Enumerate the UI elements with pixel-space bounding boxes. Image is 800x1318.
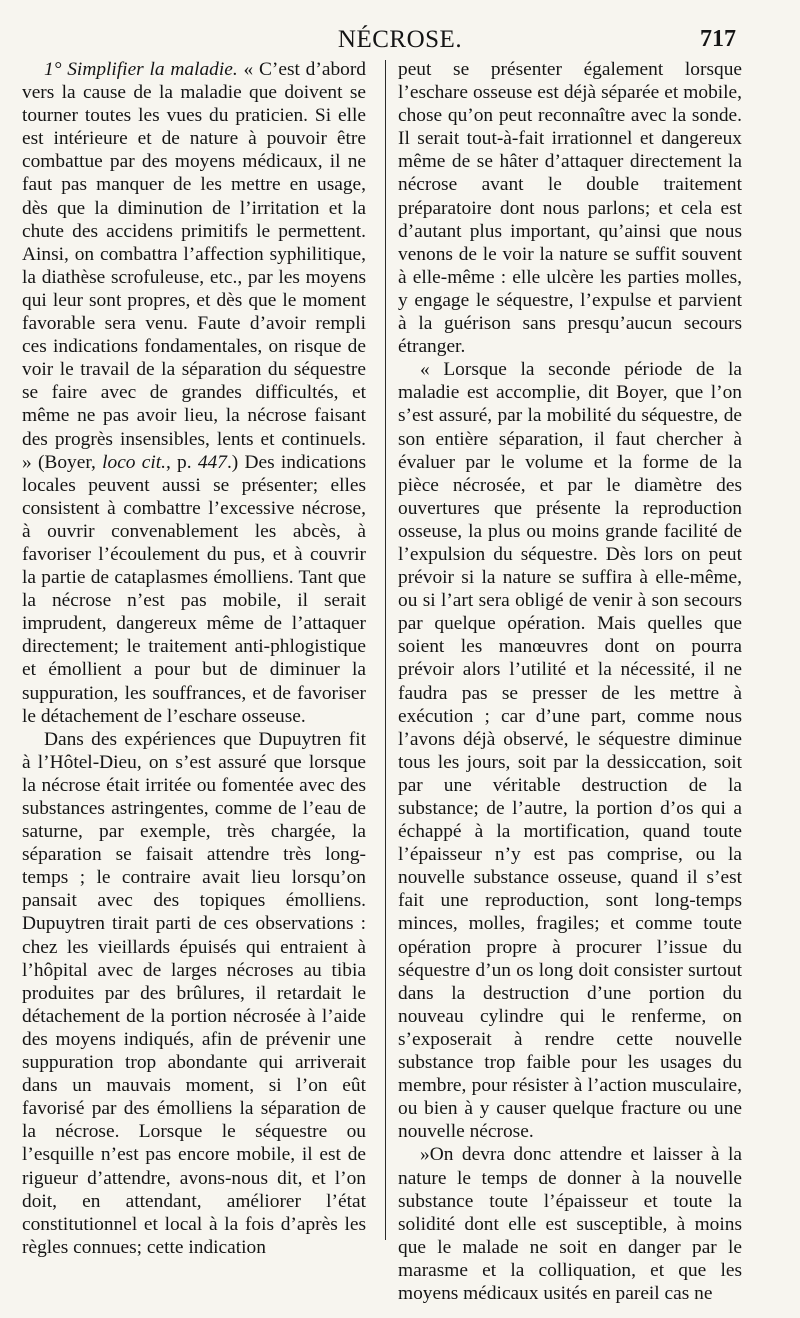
column-divider xyxy=(385,60,386,1240)
section-heading: 1° Simplifier la maladie. xyxy=(44,59,238,80)
paragraph xyxy=(22,58,366,728)
left-column xyxy=(22,58,366,1259)
citation-page: 447 xyxy=(197,451,227,473)
page-title: NÉCROSE. xyxy=(337,26,463,53)
paragraph-text: « C’est d’abord vers la cause de la maladie que doivent se tourner toutes les vues du praticien. Si elle est intérieure et de nature à pouvoir être combattue par des moyens médicaux, il ne faut pas manquer de les mettre en usage, dès que la diminution de l’irritation et la chute des accidens primitifs le permettent. Ainsi, on combattra l’affection syphilitique, la diathèse scrofuleuse, etc., par les moyens qui leur sont propres, et dès que le moment favorable sera venu. Faute d’avoir rempli ces indications fondamentales, on risque de voir le travail de la séparation du séquestre se faire avec de grandes difficultés, et même ne pas avoir lieu, la nécrose faisant des progrès insensibles, lents et continuels. » (Boyer, xyxy=(22,59,366,473)
running-head xyxy=(0,22,800,58)
right-column xyxy=(398,58,742,1305)
paragraph: Dans des expériences que Dupuytren fit à l’Hôtel-Dieu, on s’est assuré que lorsque la nécrose était irritée ou fomentée avec des substances astringentes, comme de l’eau de saturne, par exemple, très chargée, la séparation se faisait attendre très long-temps ; le contraire avait lieu lorsqu’on pansait avec des topiques émolliens. Dupuytren tirait parti de ces observations : chez les vieillards épuisés qui entraient à l’hôpital avec de larges nécroses au tibia produites par des brûlures, il retardait le détachement de la portion nécrosée à l’aide des moyens indiqués, afin de prévenir une suppuration trop abondante qui arriverait dans un mauvais moment, si l’on eût favorisé par des émolliens la séparation de la nécrose. Lorsque le séquestre ou l’esquille n’est pas encore mobile, il est de rigueur d’attendre, avons-nous dit, et l’on doit, en attendant, améliorer l’état constitutionnel et local à la fois d’après les règles connues; cette indication xyxy=(22,728,366,1258)
paragraph-text: .) Des indications locales peuvent aussi se présenter; elles consistent à combattre l’excessive nécrose, à ouvrir convenablement les abcès, à favoriser l’écoulement du pus, et à couvrir la partie de cataplasmes émolliens. Tant que la nécrose n’est pas mobile, il serait imprudent, dangereux même de l’attaquer directement; le traitement anti-phlogistique et émollient a pour but de diminuer la suppuration, les souffrances, et de favoriser le détachement de l’eschare osseuse. xyxy=(22,451,366,727)
paragraph: « Lorsque la seconde période de la maladie est accomplie, dit Boyer, que l’on s’est assuré, par la mobilité du séquestre, de son entière séparation, il faut chercher à évaluer par le volume et la forme de la pièce nécrosée, et par le diamètre des ouvertures que présente la reproduction osseuse, la plus ou moins grande facilité de l’expulsion du séquestre. Dès lors on peut prévoir si la nature se suffira à elle-même, ou si l’art sera obligé de venir à son secours par quelque opération. Mais quelles que soient les manœuvres dont on pourra prévoir alors l’utilité et la nécessité, il ne faudra pas se presser de les mettre à exécution ; car d’une part, comme nous l’avons déjà observé, le séquestre diminue tous les jours, soit par la dessiccation, soit par une véritable destruction de la substance; de l’autre, la portion d’os qui a échappé à la mortification, quand toute l’épaisseur n’y est pas comprise, ou la nouvelle substance osseuse, quand il s’est fait une reproduction, sont long-temps minces, molles, fragiles; et comme toute opération propre à procurer l’issue du séquestre d’un os long doit consister surtout dans la destruction d’une portion du nouveau cylindre qui le renferme, on s’exposerait à rendre cette nouvelle substance trop faible pour les usages du membre, pour résister à l’action musculaire, ou bien à y causer quelque fracture ou une nouvelle nécrose. xyxy=(398,359,742,1143)
page-number: 717 xyxy=(700,26,736,52)
paragraph: peut se présenter également lorsque l’eschare osseuse est déjà séparée et mobile, chose qu’on peut reconnaître avec la sonde. Il serait tout-à-fait irrationnel et dangereux même de se hâter d’attaquer directement la nécrose avant le double traitement préparatoire dont nous parlons; et cela est d’autant plus important, qu’ainsi que nous venons de le voir la nature se suffit souvent à elle-même : elle ulcère les parties molles, y engage le séquestre, l’expulse et parvient à la guérison sans presqu’aucun secours étranger. xyxy=(398,59,742,358)
citation: loco cit. xyxy=(102,451,166,473)
paragraph: »On devra donc attendre et laisser à la nature le temps de donner à la nouvelle substance toute l’épaisseur et toute la solidité dont elle est susceptible, à moins que le malade ne soit en danger par le marasme et la colliquation, et que les moyens médicaux usités en pareil cas ne xyxy=(398,1144,742,1304)
paragraph-text: , p. xyxy=(165,451,198,473)
